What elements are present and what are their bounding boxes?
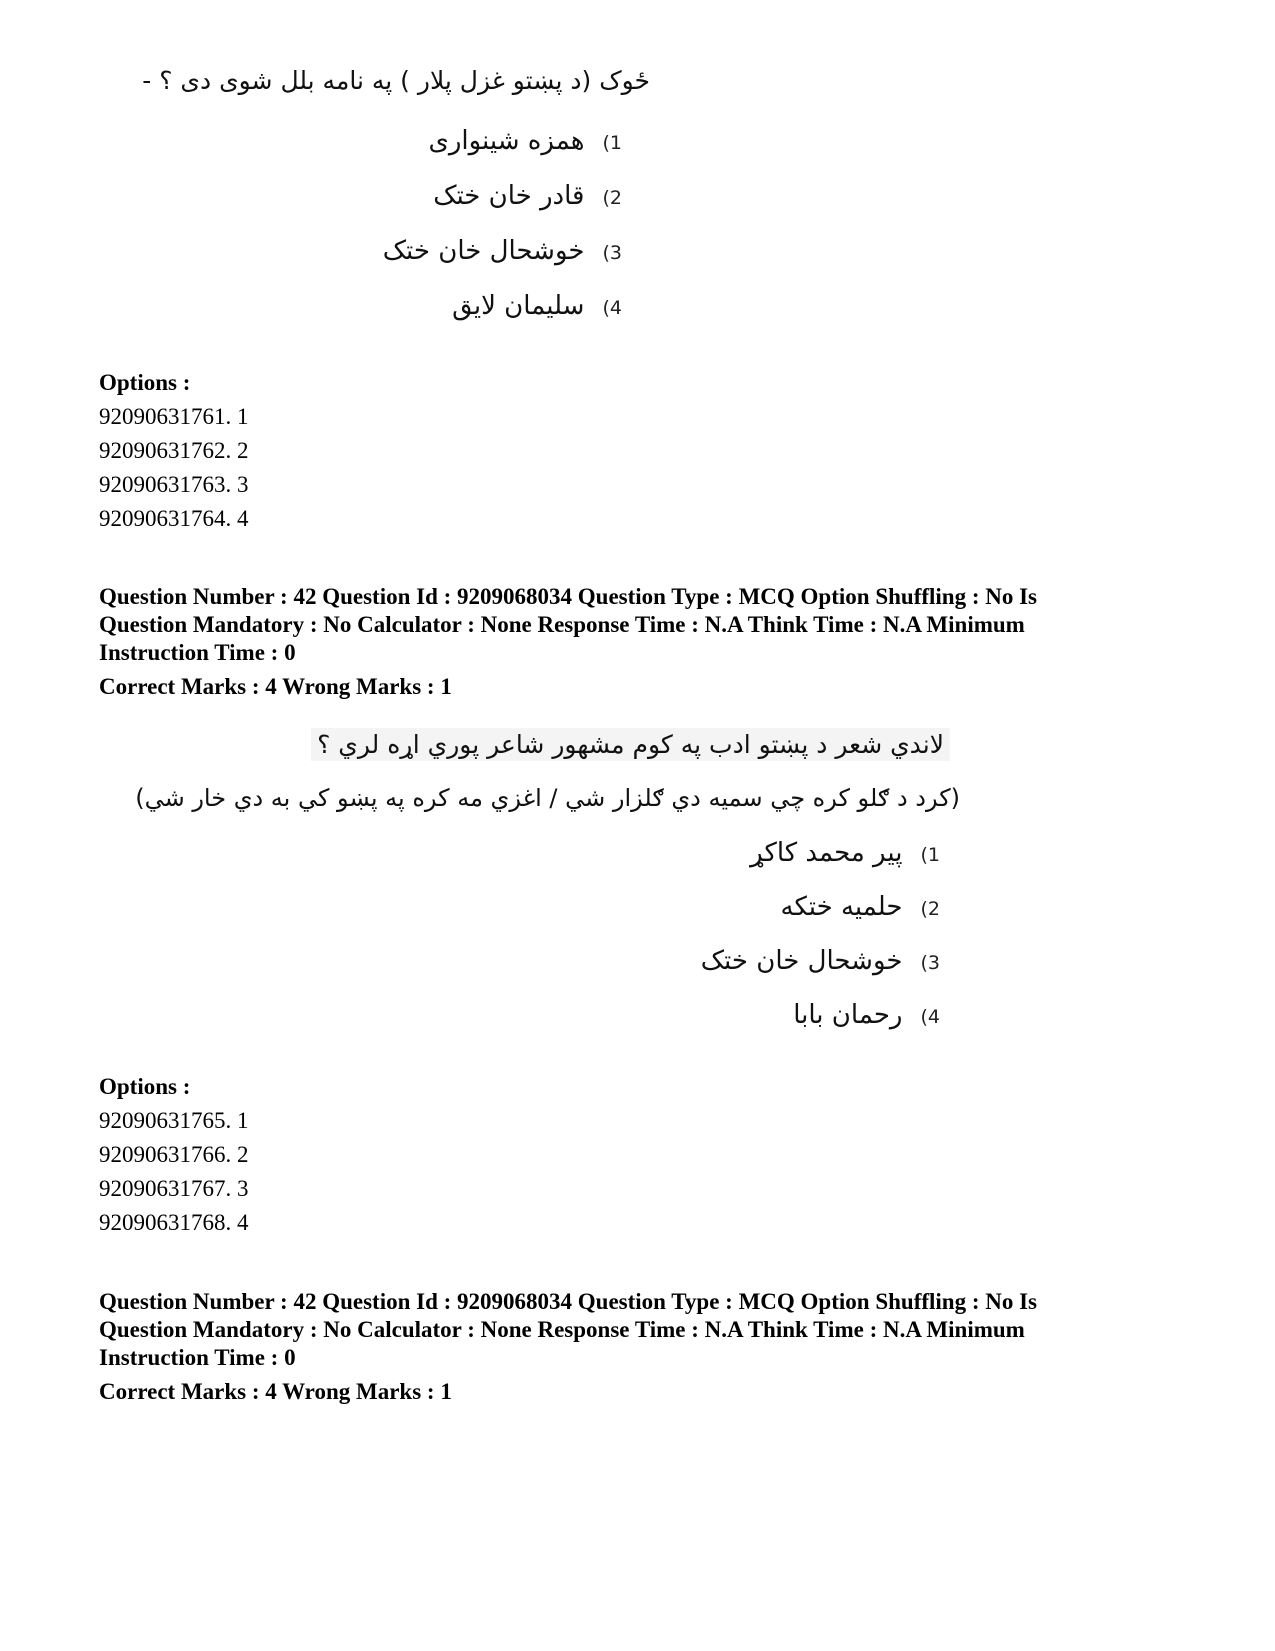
option-row: 92090631761. 1 xyxy=(99,404,249,429)
option-row: 92090631762. 2 xyxy=(99,438,249,463)
choice-number: (3 xyxy=(602,242,622,264)
choice-text: خوشحال خان ختک xyxy=(382,236,585,266)
option-row: 92090631765. 1 xyxy=(99,1108,249,1133)
choice-number: (1 xyxy=(602,132,622,154)
choice-number: (2 xyxy=(602,187,622,209)
meta-line: Question Mandatory : No Calculator : None Response Time : N.A Think Time : N.A Minimum xyxy=(99,612,1025,637)
choice-text: سلیمان لایق xyxy=(452,291,585,321)
options-label: Options : xyxy=(99,1074,191,1099)
question-image-2 xyxy=(100,720,960,1040)
choice-text: حلميه ختکه xyxy=(780,892,903,922)
choice-text: قادر خان ختک xyxy=(433,181,585,211)
question-text: لاندي شعر د پښتو ادب په کوم مشهور شاعر پوري اړه لري ؟ xyxy=(311,728,950,761)
choice-text: رحمان بابا xyxy=(793,1000,903,1030)
choice-1 xyxy=(750,838,940,868)
option-row: 92090631767. 3 xyxy=(99,1176,249,1201)
verse-text: (کرد د ګلو کره چي سميه دي ګلزار شي / اغزي مه کره په پښو کي به دي خار شي) xyxy=(135,784,960,812)
question-text: ځوک (د پښتو غزل پلار ) په نامه بلل شوی دی ؟ - xyxy=(142,66,650,95)
marks-line: Correct Marks : 4 Wrong Marks : 1 xyxy=(99,1379,452,1404)
choice-text: خوشحال خان ختک xyxy=(700,946,903,976)
choice-2 xyxy=(433,181,622,211)
question-image-1 xyxy=(110,60,650,330)
option-row: 92090631768. 4 xyxy=(99,1210,249,1235)
option-row: 92090631764. 4 xyxy=(99,506,249,531)
meta-line: Instruction Time : 0 xyxy=(99,640,296,665)
choice-number: (3 xyxy=(920,952,940,974)
marks-line: Correct Marks : 4 Wrong Marks : 1 xyxy=(99,674,452,699)
choice-text: همزه شینواری xyxy=(428,126,585,156)
options-label: Options : xyxy=(99,370,191,395)
choice-3 xyxy=(383,236,622,266)
meta-line: Instruction Time : 0 xyxy=(99,1345,296,1370)
question-meta-2 xyxy=(99,1288,1179,1406)
choice-4 xyxy=(793,1000,940,1030)
option-row: 92090631763. 3 xyxy=(99,472,249,497)
option-row: 92090631766. 2 xyxy=(99,1142,249,1167)
options-list-2 xyxy=(99,1070,249,1240)
meta-line: Question Number : 42 Question Id : 9209068034 Question Type : MCQ Option Shuffling : No Is xyxy=(99,584,1038,609)
choice-3 xyxy=(701,946,940,976)
choice-number: (4 xyxy=(920,1006,940,1028)
choice-number: (1 xyxy=(920,844,940,866)
choice-4 xyxy=(452,291,622,321)
choice-1 xyxy=(428,126,622,156)
choice-2 xyxy=(781,892,941,922)
meta-line: Question Mandatory : No Calculator : None Response Time : N.A Think Time : N.A Minimum xyxy=(99,1317,1025,1342)
choice-number: (2 xyxy=(920,898,940,920)
meta-line: Question Number : 42 Question Id : 9209068034 Question Type : MCQ Option Shuffling : No Is xyxy=(99,1289,1038,1314)
choice-number: (4 xyxy=(602,297,622,319)
choice-text: پیر محمد کاکړ xyxy=(750,838,903,868)
options-list-1 xyxy=(99,366,249,536)
question-meta-1 xyxy=(99,583,1179,701)
